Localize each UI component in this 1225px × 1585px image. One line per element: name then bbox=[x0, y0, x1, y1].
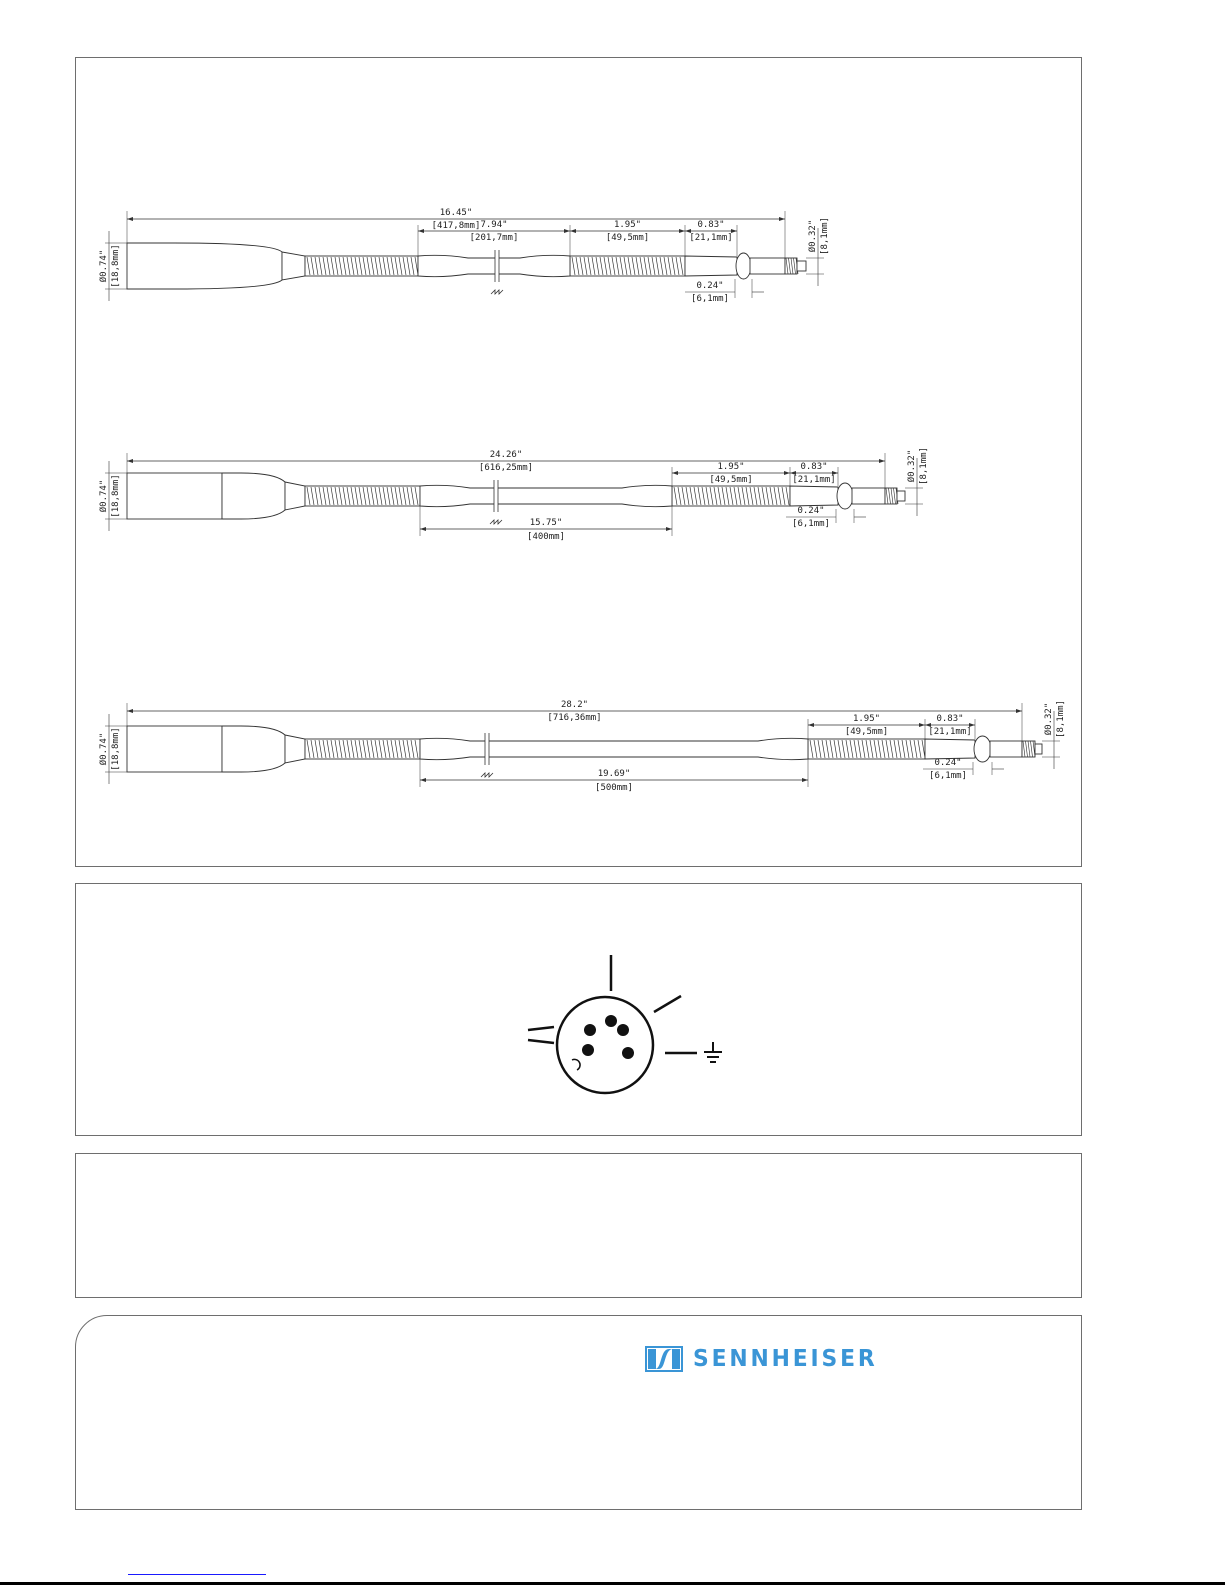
connector-outline bbox=[557, 997, 653, 1093]
dimension-label: [500mm] bbox=[595, 783, 633, 793]
dimension-label: 1.95" bbox=[852, 714, 881, 724]
pin bbox=[605, 1015, 617, 1027]
break-symbol bbox=[491, 290, 503, 294]
tip-tube bbox=[685, 256, 737, 276]
thread bbox=[785, 258, 798, 274]
ground-icon bbox=[704, 1042, 722, 1062]
xlr-body bbox=[127, 473, 222, 519]
rigid-tube bbox=[420, 738, 808, 759]
rigid-tube bbox=[420, 485, 672, 506]
pin bbox=[582, 1044, 594, 1056]
pin-lead bbox=[528, 1040, 554, 1043]
website-link[interactable] bbox=[128, 1572, 266, 1575]
dimension-label: Ø0.32" bbox=[1044, 702, 1054, 736]
cone bbox=[282, 252, 305, 280]
dimension-label: 0.24" bbox=[797, 506, 825, 516]
dimension-label: [21,1mm] bbox=[689, 233, 733, 243]
dimension-label: [201,7mm] bbox=[469, 233, 519, 243]
dimension-label: 19.69" bbox=[597, 769, 631, 779]
cone bbox=[285, 735, 305, 763]
dimension-label: Ø0.32" bbox=[808, 219, 818, 253]
dimension-label: 28.2" bbox=[560, 700, 589, 710]
dimension-label: [18,8mm] bbox=[111, 244, 121, 288]
flex-spring bbox=[305, 739, 420, 759]
gooseneck-drawing-2 bbox=[98, 447, 929, 542]
mic-shaft bbox=[750, 258, 785, 274]
dimension-label: Ø0.74" bbox=[99, 732, 109, 766]
thread-tip bbox=[897, 491, 905, 501]
mic-shaft bbox=[990, 741, 1022, 757]
thread bbox=[1022, 741, 1035, 757]
dimension-label: [6,1mm] bbox=[691, 294, 729, 304]
break-mark bbox=[485, 733, 489, 765]
dimension-label: [49,5mm] bbox=[709, 475, 753, 485]
key-notch bbox=[572, 1059, 580, 1070]
dimension-label: [49,5mm] bbox=[605, 233, 650, 243]
dimension-label: [21,1mm] bbox=[792, 475, 836, 485]
ring bbox=[736, 253, 751, 279]
cone bbox=[285, 482, 305, 510]
dimension-label: [6,1mm] bbox=[792, 519, 830, 529]
dimension-label: Ø0.74" bbox=[99, 249, 109, 283]
dimension-label: [8,1mm] bbox=[919, 447, 929, 485]
dimension-label: Ø0.74" bbox=[99, 479, 109, 513]
dimension-label: 1.95" bbox=[717, 462, 745, 472]
sennheiser-logo bbox=[645, 1346, 887, 1372]
dimension-label: [716,36mm] bbox=[547, 713, 602, 723]
mic-shaft bbox=[852, 488, 885, 504]
flex-spring bbox=[305, 486, 420, 506]
dimension-label: 15.75" bbox=[529, 518, 563, 528]
dimension-label: 7.94" bbox=[480, 220, 508, 230]
break-symbol bbox=[490, 520, 502, 524]
dimension-label: [417,8mm] bbox=[431, 221, 481, 231]
dimension-label: [18,8mm] bbox=[111, 474, 121, 518]
dimension-label: [616,25mm] bbox=[478, 463, 534, 473]
xlr-taper bbox=[222, 726, 285, 772]
sennheiser-logo-icon bbox=[645, 1346, 683, 1372]
xlr-body bbox=[127, 726, 222, 772]
dimension-label: 0.24" bbox=[934, 758, 962, 768]
dimension-label: 0.83" bbox=[697, 220, 725, 230]
break-mark bbox=[495, 250, 499, 282]
pin bbox=[584, 1024, 596, 1036]
pin bbox=[617, 1024, 629, 1036]
dimension-label: 1.95" bbox=[613, 220, 642, 230]
pin-lead bbox=[654, 996, 681, 1012]
thread-tip bbox=[797, 261, 806, 271]
dimension-label: [8,1mm] bbox=[1056, 700, 1066, 738]
break-mark bbox=[494, 480, 498, 512]
dimension-label: [8,1mm] bbox=[820, 217, 830, 255]
thread bbox=[885, 488, 898, 504]
dimension-label: 16.45" bbox=[439, 208, 473, 218]
tip-tube bbox=[925, 739, 975, 759]
gooseneck-drawing-1 bbox=[98, 208, 830, 304]
pin bbox=[622, 1047, 634, 1059]
flex-spring bbox=[808, 739, 925, 759]
break-symbol bbox=[481, 773, 493, 777]
dimension-label: [21,1mm] bbox=[928, 727, 972, 737]
pin-lead bbox=[528, 1027, 554, 1030]
thread-tip bbox=[1035, 744, 1042, 754]
tip-tube bbox=[790, 486, 838, 506]
flex-spring bbox=[305, 256, 418, 276]
ring bbox=[974, 736, 991, 762]
gooseneck-drawing-3 bbox=[98, 700, 1066, 793]
brand-name: SENNHEISER bbox=[693, 1346, 878, 1372]
dimension-label: 24.26" bbox=[489, 450, 523, 460]
xlr-taper bbox=[127, 243, 282, 289]
flex-spring bbox=[570, 256, 685, 276]
dimension-label: 0.83" bbox=[936, 714, 964, 724]
flex-spring bbox=[672, 486, 790, 506]
dimension-label: 0.83" bbox=[800, 462, 828, 472]
dimension-label: Ø0.32" bbox=[907, 449, 917, 483]
xlr-taper bbox=[222, 473, 285, 519]
dimension-label: [49,5mm] bbox=[844, 727, 889, 737]
xlr-connector-pinout bbox=[528, 955, 722, 1093]
rigid-tube bbox=[418, 255, 570, 276]
dimension-label: [18,8mm] bbox=[111, 727, 121, 771]
ring bbox=[837, 483, 853, 509]
dimension-label: [400mm] bbox=[527, 532, 565, 542]
dimension-label: 0.24" bbox=[696, 281, 724, 291]
dimension-label: [6,1mm] bbox=[929, 771, 967, 781]
